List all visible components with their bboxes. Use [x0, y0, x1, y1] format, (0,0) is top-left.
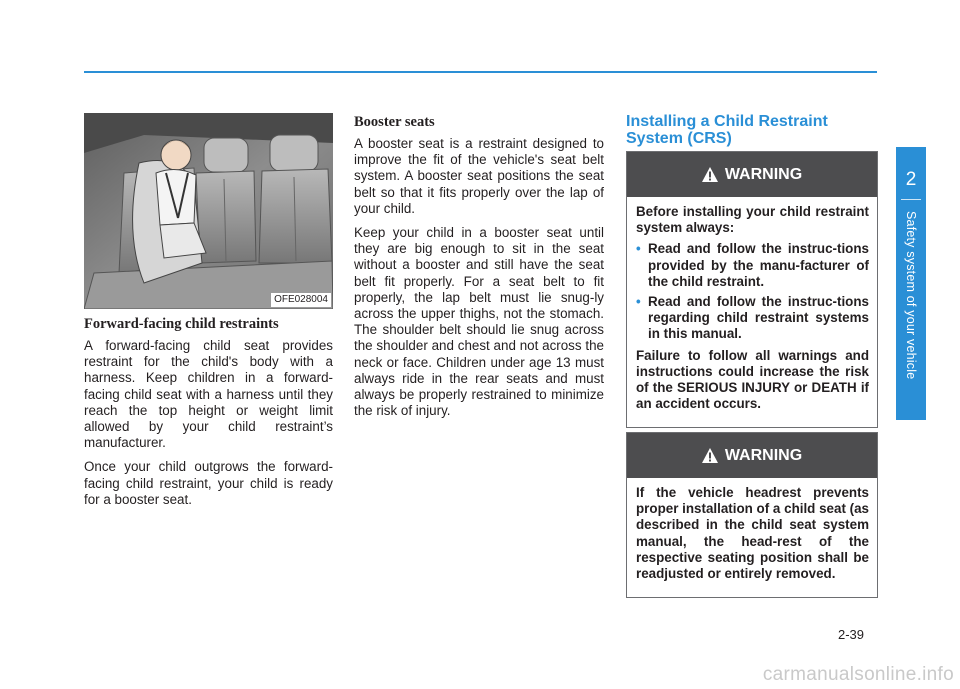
booster-seats-heading: Booster seats: [354, 114, 435, 130]
chapter-title: Safety system of your vehicle: [904, 211, 918, 380]
child-seat-figure: [84, 113, 333, 309]
page-number: 2-39: [838, 627, 865, 642]
figure-code: OFE028004: [271, 293, 331, 307]
warning-1-list: [636, 241, 869, 342]
warning-header-1: [627, 152, 877, 197]
rear-seat-illustration: [84, 113, 333, 309]
warning-1-item: [636, 241, 869, 290]
warning-label-1: WARNING: [724, 165, 803, 183]
installing-crs-heading: Installing a Child Restraint System (CRS): [626, 113, 828, 147]
warning-1-item: [636, 294, 869, 343]
warning-label-2: WARNING: [724, 446, 803, 464]
warning-triangle-icon: [702, 448, 718, 463]
chapter-number: 2: [905, 169, 917, 190]
column-3: [626, 113, 878, 147]
warning-triangle-icon: [702, 167, 718, 182]
forward-facing-paragraph-1: A forward-facing child seat provides restraint for the child's body with a harness. Keep children in a forward-facing child seat with a harness until they reach the top height or weight limit allowed by your child restraint’s manufacturer.: [84, 338, 333, 451]
chapter-side-tab: [896, 147, 926, 420]
bullet-icon: •: [636, 241, 641, 257]
warning-header-2: [627, 433, 877, 478]
warning-2-text: If the vehicle headrest prevents proper installation of a child seat (as described in the child seat system manual, the head-rest of the respective seating position shall be readjusted or entirely removed.: [636, 485, 869, 582]
booster-paragraph-2: Keep your child in a booster seat until they are big enough to sit in the seat without a booster and still have the seat belt fit properly. For a seat belt to fit properly, the lap belt must lie snug-ly across the upper thighs, not the stomach. The shoulder belt should lie snug across the shoulder and chest and not across the neck or face. Children under age 13 must always ride in the rear seats and must always be properly restrained to minimize the risk of injury.: [354, 225, 604, 419]
warning-1-outro: Failure to follow all warnings and instructions could increase the risk of the SERIOUS INJURY or DEATH if an accident occurs.: [636, 347, 869, 412]
warning-body-2: [627, 478, 877, 597]
watermark: carmanualsonline.info: [762, 664, 954, 685]
side-tab-rule: [901, 199, 921, 200]
forward-facing-heading: Forward-facing child restraints: [84, 316, 279, 332]
warning-box-2: [626, 432, 878, 598]
warning-1-intro: Before installing your child restraint system always:: [636, 204, 869, 236]
column-1: [84, 113, 333, 516]
warning-1-item-text: Read and follow the instruc-tions regarding child restraint systems in this manual.: [648, 294, 869, 342]
forward-facing-paragraph-2: Once your child outgrows the forward-facing child restraint, your child is ready for a booster seat.: [84, 459, 333, 507]
warning-1-item-text: Read and follow the instruc-tions provided by the manu-facturer of the child restraint.: [648, 241, 869, 289]
bullet-icon: •: [636, 294, 641, 310]
top-rule: [84, 71, 877, 73]
booster-paragraph-1: A booster seat is a restraint designed to improve the fit of the vehicle's seat belt system. A booster seat positions the seat belt so that it fits properly over the lap of your child.: [354, 136, 604, 216]
warning-body-1: [627, 197, 877, 427]
column-2: [354, 113, 604, 427]
warning-box-1: [626, 151, 878, 428]
